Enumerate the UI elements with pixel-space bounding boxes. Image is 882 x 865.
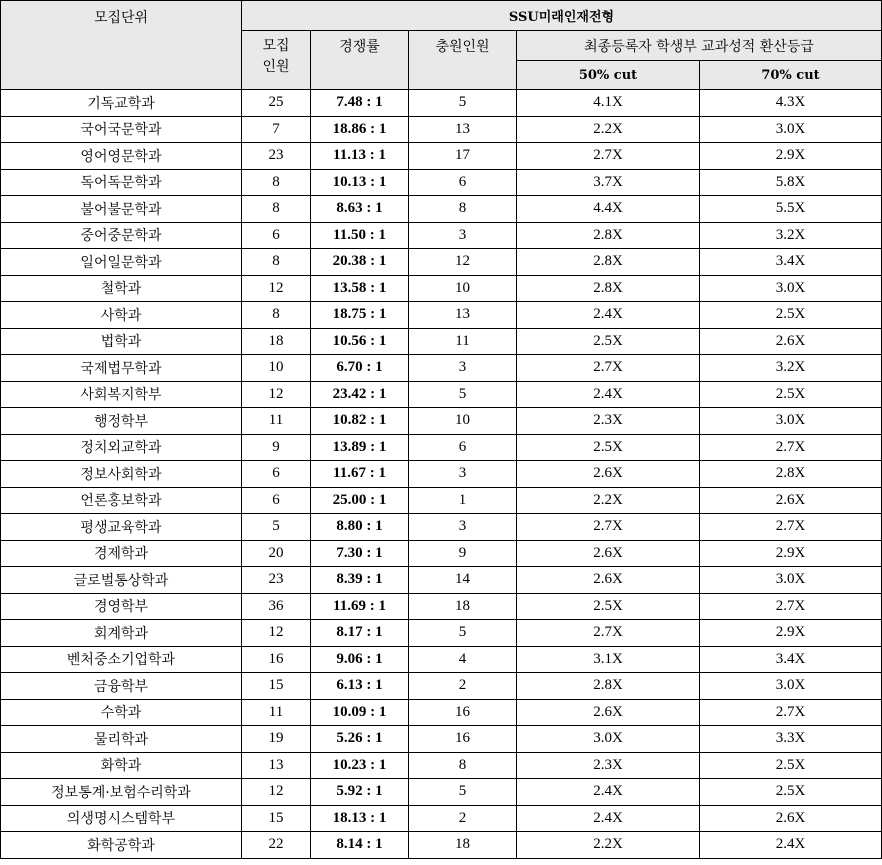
cell-cut50: 2.2X: [517, 487, 700, 514]
cell-additional: 2: [409, 805, 517, 832]
cell-cut70: 3.0X: [700, 275, 882, 302]
cell-additional: 2: [409, 673, 517, 700]
table-row: [1, 196, 882, 223]
cell-department: 벤처중소기업학과: [1, 646, 242, 673]
cell-department: 불어불문학과: [1, 196, 242, 223]
header-grade-group: 최종등록자 학생부 교과성적 환산등급: [517, 31, 882, 61]
cell-quota: 13: [242, 752, 311, 779]
cell-competition-ratio: 8.14 : 1: [311, 832, 409, 859]
cell-competition-ratio: 18.75 : 1: [311, 302, 409, 329]
header-cut50: 50% cut: [517, 61, 700, 90]
cell-additional: 16: [409, 726, 517, 753]
cell-competition-ratio: 11.69 : 1: [311, 593, 409, 620]
cell-cut50: 4.4X: [517, 196, 700, 223]
cell-quota: 11: [242, 408, 311, 435]
cell-additional: 6: [409, 169, 517, 196]
cell-quota: 12: [242, 275, 311, 302]
header-admission-type: SSU미래인재전형: [242, 1, 882, 31]
table-row: [1, 249, 882, 276]
cell-cut50: 4.1X: [517, 90, 700, 117]
table-row: [1, 779, 882, 806]
cell-quota: 18: [242, 328, 311, 355]
cell-competition-ratio: 18.13 : 1: [311, 805, 409, 832]
table-row: [1, 646, 882, 673]
cell-cut50: 2.5X: [517, 434, 700, 461]
cell-cut70: 3.2X: [700, 355, 882, 382]
cell-department: 정보사회학과: [1, 461, 242, 488]
cell-quota: 12: [242, 381, 311, 408]
cell-cut70: 2.5X: [700, 381, 882, 408]
cell-quota: 8: [242, 169, 311, 196]
cell-cut70: 2.6X: [700, 487, 882, 514]
cell-department: 금융학부: [1, 673, 242, 700]
cell-quota: 6: [242, 487, 311, 514]
cell-cut50: 2.6X: [517, 699, 700, 726]
table-body: [1, 90, 882, 859]
cell-quota: 8: [242, 249, 311, 276]
cell-additional: 8: [409, 752, 517, 779]
table-row: [1, 461, 882, 488]
cell-quota: 11: [242, 699, 311, 726]
cell-cut50: 2.2X: [517, 116, 700, 143]
cell-cut70: 3.0X: [700, 116, 882, 143]
cell-competition-ratio: 11.50 : 1: [311, 222, 409, 249]
cell-quota: 22: [242, 832, 311, 859]
cell-quota: 9: [242, 434, 311, 461]
cell-additional: 11: [409, 328, 517, 355]
cell-department: 경영학부: [1, 593, 242, 620]
cell-quota: 6: [242, 222, 311, 249]
cell-cut50: 3.7X: [517, 169, 700, 196]
cell-additional: 6: [409, 434, 517, 461]
cell-cut50: 2.8X: [517, 275, 700, 302]
header-competition: 경쟁률: [311, 31, 409, 90]
cell-quota: 25: [242, 90, 311, 117]
cell-department: 법학과: [1, 328, 242, 355]
cell-quota: 7: [242, 116, 311, 143]
table-row: [1, 381, 882, 408]
cell-cut50: 2.6X: [517, 540, 700, 567]
cell-cut70: 3.0X: [700, 673, 882, 700]
cell-additional: 5: [409, 90, 517, 117]
cell-cut70: 2.7X: [700, 593, 882, 620]
cell-competition-ratio: 10.82 : 1: [311, 408, 409, 435]
cell-cut70: 5.5X: [700, 196, 882, 223]
cell-department: 국어국문학과: [1, 116, 242, 143]
cell-cut50: 2.5X: [517, 328, 700, 355]
cell-competition-ratio: 6.70 : 1: [311, 355, 409, 382]
cell-department: 기독교학과: [1, 90, 242, 117]
cell-cut50: 2.4X: [517, 805, 700, 832]
cell-cut50: 2.4X: [517, 302, 700, 329]
table-row: [1, 355, 882, 382]
cell-quota: 23: [242, 143, 311, 170]
header-cut70: 70% cut: [700, 61, 882, 90]
cell-cut50: 2.7X: [517, 514, 700, 541]
cell-competition-ratio: 10.56 : 1: [311, 328, 409, 355]
table-row: [1, 434, 882, 461]
cell-department: 사회복지학부: [1, 381, 242, 408]
cell-department: 중어중문학과: [1, 222, 242, 249]
cell-quota: 6: [242, 461, 311, 488]
cell-quota: 12: [242, 620, 311, 647]
cell-department: 화학과: [1, 752, 242, 779]
cell-cut50: 2.7X: [517, 620, 700, 647]
cell-department: 물리학과: [1, 726, 242, 753]
table-row: [1, 275, 882, 302]
cell-cut50: 2.7X: [517, 143, 700, 170]
cell-cut50: 2.3X: [517, 408, 700, 435]
cell-department: 수학과: [1, 699, 242, 726]
table-row: [1, 567, 882, 594]
cell-additional: 5: [409, 381, 517, 408]
cell-additional: 4: [409, 646, 517, 673]
cell-competition-ratio: 6.13 : 1: [311, 673, 409, 700]
cell-additional: 16: [409, 699, 517, 726]
cell-department: 독어독문학과: [1, 169, 242, 196]
cell-additional: 3: [409, 355, 517, 382]
cell-cut70: 5.8X: [700, 169, 882, 196]
cell-cut70: 2.7X: [700, 699, 882, 726]
cell-additional: 18: [409, 832, 517, 859]
cell-competition-ratio: 5.26 : 1: [311, 726, 409, 753]
cell-competition-ratio: 20.38 : 1: [311, 249, 409, 276]
table-row: [1, 726, 882, 753]
cell-competition-ratio: 5.92 : 1: [311, 779, 409, 806]
cell-competition-ratio: 7.48 : 1: [311, 90, 409, 117]
cell-cut50: 2.5X: [517, 593, 700, 620]
cell-cut50: 2.8X: [517, 249, 700, 276]
table-row: [1, 752, 882, 779]
cell-department: 정보통계·보험수리학과: [1, 779, 242, 806]
cell-cut50: 2.4X: [517, 779, 700, 806]
table-row: [1, 673, 882, 700]
cell-competition-ratio: 10.09 : 1: [311, 699, 409, 726]
table-row: [1, 593, 882, 620]
cell-competition-ratio: 11.13 : 1: [311, 143, 409, 170]
cell-cut70: 2.9X: [700, 143, 882, 170]
cell-cut70: 2.5X: [700, 302, 882, 329]
cell-department: 화학공학과: [1, 832, 242, 859]
cell-department: 사학과: [1, 302, 242, 329]
cell-cut70: 2.5X: [700, 752, 882, 779]
cell-additional: 3: [409, 222, 517, 249]
cell-competition-ratio: 8.63 : 1: [311, 196, 409, 223]
cell-additional: 5: [409, 779, 517, 806]
table-row: [1, 408, 882, 435]
cell-department: 정치외교학과: [1, 434, 242, 461]
cell-cut50: 3.0X: [517, 726, 700, 753]
cell-cut50: 2.7X: [517, 355, 700, 382]
table-row: [1, 805, 882, 832]
cell-cut70: 3.4X: [700, 249, 882, 276]
cell-competition-ratio: 7.30 : 1: [311, 540, 409, 567]
cell-additional: 13: [409, 302, 517, 329]
cell-department: 영어영문학과: [1, 143, 242, 170]
cell-department: 글로벌통상학과: [1, 567, 242, 594]
cell-department: 행정학부: [1, 408, 242, 435]
cell-additional: 9: [409, 540, 517, 567]
cell-department: 의생명시스템학부: [1, 805, 242, 832]
cell-quota: 23: [242, 567, 311, 594]
cell-department: 일어일문학과: [1, 249, 242, 276]
cell-additional: 3: [409, 514, 517, 541]
cell-quota: 16: [242, 646, 311, 673]
table-row: [1, 620, 882, 647]
cell-cut70: 4.3X: [700, 90, 882, 117]
table-row: [1, 487, 882, 514]
table-row: [1, 90, 882, 117]
cell-quota: 8: [242, 302, 311, 329]
cell-department: 경제학과: [1, 540, 242, 567]
cell-competition-ratio: 10.13 : 1: [311, 169, 409, 196]
cell-additional: 10: [409, 408, 517, 435]
table-row: [1, 514, 882, 541]
cell-cut70: 2.7X: [700, 514, 882, 541]
cell-department: 언론홍보학과: [1, 487, 242, 514]
cell-additional: 1: [409, 487, 517, 514]
header-quota-line2: 인원: [262, 59, 290, 75]
cell-cut70: 2.7X: [700, 434, 882, 461]
cell-cut70: 2.8X: [700, 461, 882, 488]
cell-quota: 5: [242, 514, 311, 541]
cell-quota: 10: [242, 355, 311, 382]
cell-cut50: 2.6X: [517, 567, 700, 594]
cell-competition-ratio: 8.39 : 1: [311, 567, 409, 594]
cell-cut50: 2.2X: [517, 832, 700, 859]
cell-quota: 20: [242, 540, 311, 567]
cell-competition-ratio: 11.67 : 1: [311, 461, 409, 488]
table-row: [1, 302, 882, 329]
cell-department: 회계학과: [1, 620, 242, 647]
cell-cut50: 2.6X: [517, 461, 700, 488]
cell-additional: 12: [409, 249, 517, 276]
cell-additional: 14: [409, 567, 517, 594]
table-row: [1, 699, 882, 726]
cell-additional: 17: [409, 143, 517, 170]
cell-cut50: 2.8X: [517, 222, 700, 249]
cell-competition-ratio: 8.80 : 1: [311, 514, 409, 541]
cell-quota: 8: [242, 196, 311, 223]
cell-competition-ratio: 13.89 : 1: [311, 434, 409, 461]
cell-quota: 36: [242, 593, 311, 620]
cell-cut70: 3.4X: [700, 646, 882, 673]
cell-cut50: 2.3X: [517, 752, 700, 779]
cell-additional: 18: [409, 593, 517, 620]
cell-competition-ratio: 18.86 : 1: [311, 116, 409, 143]
cell-cut50: 2.4X: [517, 381, 700, 408]
table-row: [1, 328, 882, 355]
cell-competition-ratio: 8.17 : 1: [311, 620, 409, 647]
cell-competition-ratio: 9.06 : 1: [311, 646, 409, 673]
cell-competition-ratio: 13.58 : 1: [311, 275, 409, 302]
table-row: [1, 222, 882, 249]
header-additional: 충원인원: [409, 31, 517, 90]
cell-additional: 13: [409, 116, 517, 143]
cell-quota: 15: [242, 805, 311, 832]
cell-cut70: 3.2X: [700, 222, 882, 249]
cell-department: 평생교육학과: [1, 514, 242, 541]
cell-additional: 10: [409, 275, 517, 302]
cell-cut50: 2.8X: [517, 673, 700, 700]
cell-additional: 8: [409, 196, 517, 223]
header-unit: 모집단위: [1, 1, 242, 90]
cell-quota: 19: [242, 726, 311, 753]
cell-competition-ratio: 23.42 : 1: [311, 381, 409, 408]
cell-cut70: 3.0X: [700, 408, 882, 435]
table-row: [1, 832, 882, 859]
cell-cut70: 2.6X: [700, 328, 882, 355]
cell-cut70: 2.6X: [700, 805, 882, 832]
cell-quota: 12: [242, 779, 311, 806]
cell-cut70: 2.9X: [700, 540, 882, 567]
cell-department: 철학과: [1, 275, 242, 302]
cell-department: 국제법무학과: [1, 355, 242, 382]
cell-cut70: 3.3X: [700, 726, 882, 753]
cell-cut70: 2.9X: [700, 620, 882, 647]
header-quota: [242, 31, 311, 90]
table-row: [1, 116, 882, 143]
header-quota-line1: 모집: [262, 38, 290, 54]
cell-cut50: 3.1X: [517, 646, 700, 673]
cell-cut70: 2.5X: [700, 779, 882, 806]
table-row: [1, 143, 882, 170]
cell-quota: 15: [242, 673, 311, 700]
cell-competition-ratio: 10.23 : 1: [311, 752, 409, 779]
table-row: [1, 540, 882, 567]
table-row: [1, 169, 882, 196]
cell-additional: 5: [409, 620, 517, 647]
cell-additional: 3: [409, 461, 517, 488]
cell-cut70: 3.0X: [700, 567, 882, 594]
cell-cut70: 2.4X: [700, 832, 882, 859]
cell-competition-ratio: 25.00 : 1: [311, 487, 409, 514]
